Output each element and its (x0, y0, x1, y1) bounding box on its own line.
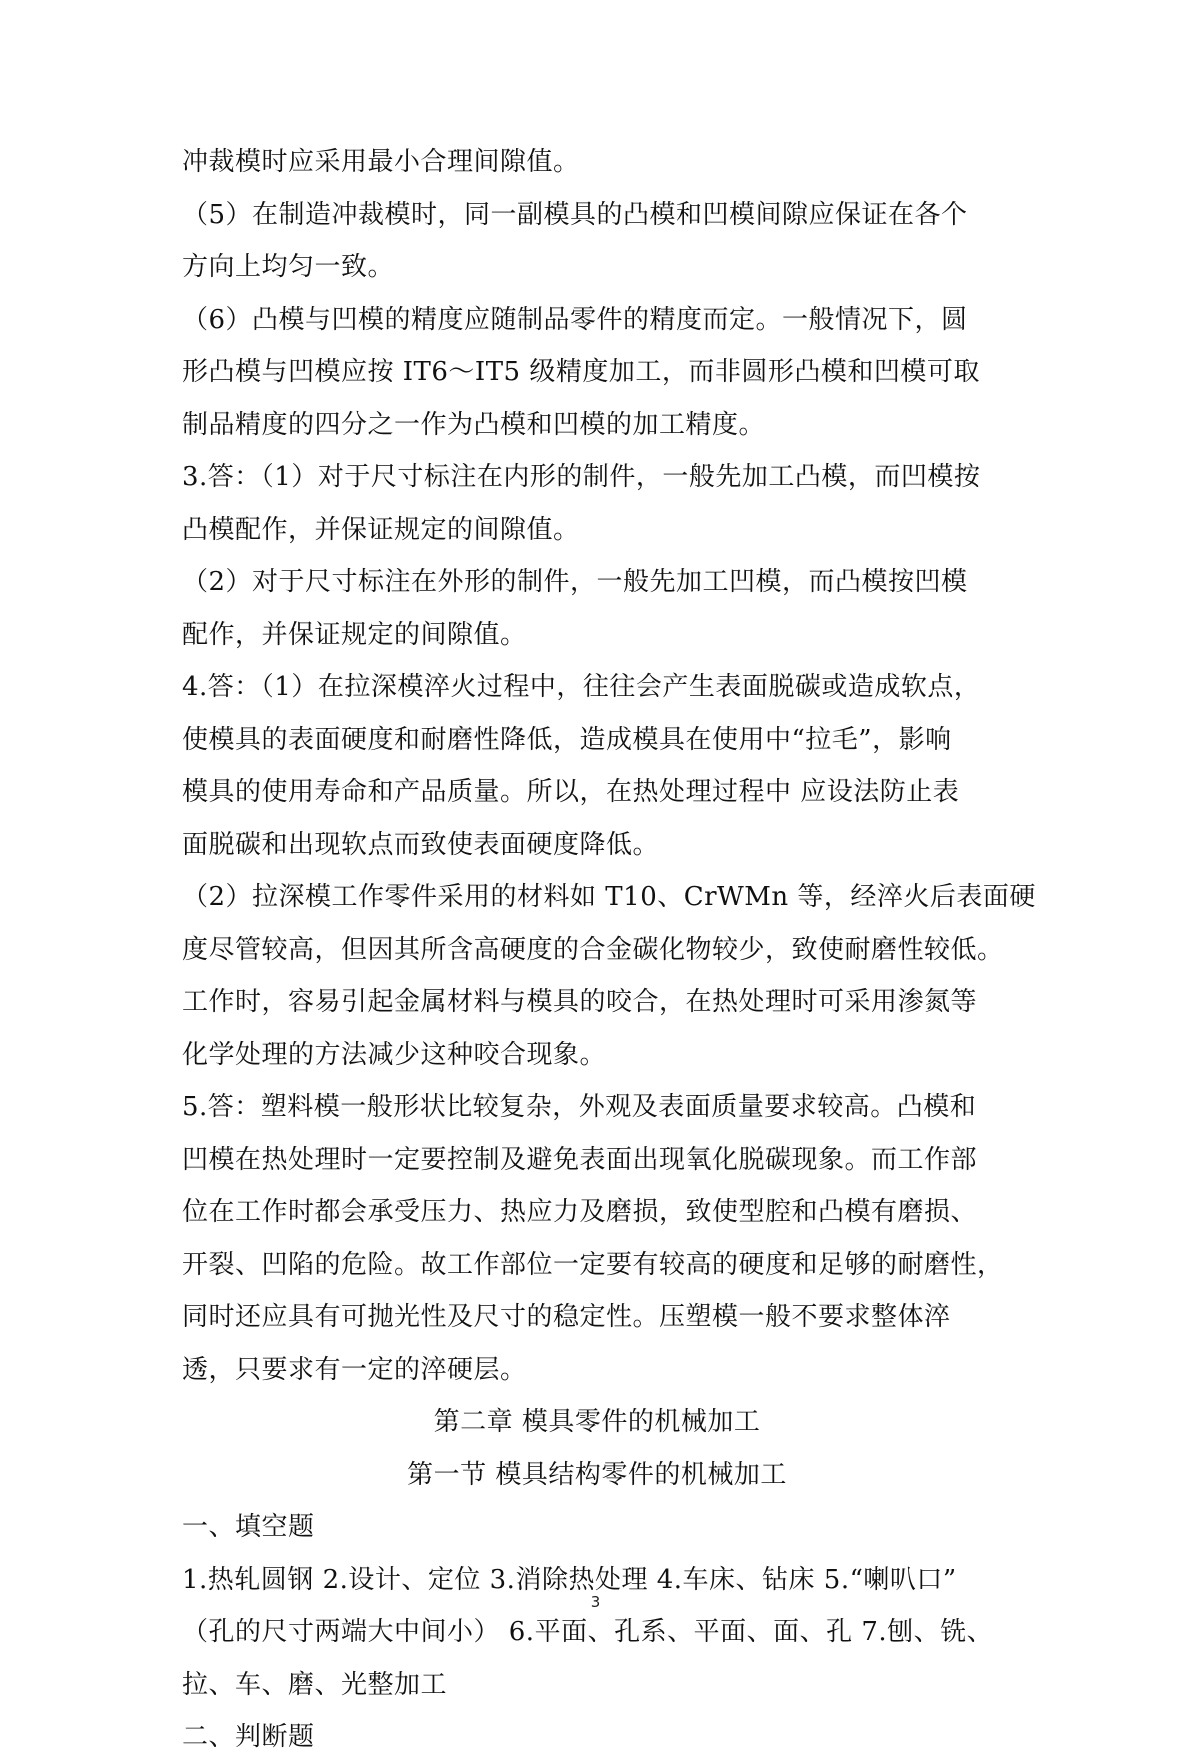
answer-line: （孔的尺寸两端大中间小） 6.平面、孔系、平面、面、孔 7.刨、铣、 (182, 1617, 994, 1647)
text-line: （5）在制造冲裁模时，同一副模具的凸模和凹模间隙应保证在各个 (182, 199, 968, 230)
section-heading-true-false: 二、判断题 (182, 1722, 315, 1752)
text-line: 使模具的表面硬度和耐磨性降低，造成模具在使用中“拉毛”，影响 (182, 724, 952, 755)
section-heading-fill-in: 一、填空题 (182, 1512, 315, 1542)
text-line: 化学处理的方法减少这种咬合现象。 (182, 1039, 607, 1070)
text-line: 冲裁模时应采用最小合理间隙值。 (182, 147, 580, 177)
text-line: （2）拉深模工作零件采用的材料如 T10、CrWMn 等，经淬火后表面硬 (182, 882, 1036, 912)
answer-line: 1.热轧圆钢 2.设计、定位 3.消除热处理 4.车床、钻床 5.“喇叭口” (182, 1564, 957, 1595)
text-line: 度尽管较高，但因其所含高硬度的合金碳化物较少，致使耐磨性较低。 (182, 934, 1004, 965)
text-line: （6）凸模与凹模的精度应随制品零件的精度而定。一般情况下，圆 (182, 304, 968, 335)
text-line: 透，只要求有一定的淬硬层。 (182, 1354, 527, 1385)
text-line: 形凸模与凹模应按 IT6～IT5 级精度加工，而非圆形凸模和凹模可取 (182, 357, 980, 387)
page-number: 3 (590, 1593, 601, 1611)
text-line: 位在工作时都会承受压力、热应力及磨损，致使型腔和凸模有磨损、 (182, 1197, 978, 1227)
text-line: 3.答：（1）对于尺寸标注在内形的制件，一般先加工凸模，而凹模按 (182, 462, 981, 492)
text-line: 配作，并保证规定的间隙值。 (182, 619, 527, 650)
text-line: 同时还应具有可抛光性及尺寸的稳定性。压塑模一般不要求整体淬 (182, 1302, 951, 1332)
text-line: 工作时，容易引起金属材料与模具的咬合，在热处理时可采用渗氮等 (182, 987, 978, 1017)
answer-line: 拉、车、磨、光整加工 (182, 1669, 448, 1700)
text-line: 开裂、凹陷的危险。故工作部位一定要有较高的硬度和足够的耐磨性， (182, 1249, 1004, 1280)
text-line: 面脱碳和出现软点而致使表面硬度降低。 (182, 829, 660, 860)
text-line: 4.答：（1）在拉深模淬火过程中，往往会产生表面脱碳或造成软点， (182, 672, 981, 702)
text-line: （2）对于尺寸标注在外形的制件，一般先加工凹模，而凸模按凹模 (182, 567, 968, 597)
page-body (182, 136, 1036, 1764)
text-line: 方向上均匀一致。 (182, 252, 395, 282)
section-title: 第一节 模具结构零件的机械加工 (407, 1459, 787, 1490)
chapter-title: 第二章 模具零件的机械加工 (433, 1407, 761, 1437)
text-line: 5.答：塑料模一般形状比较复杂，外观及表面质量要求较高。凸模和 (182, 1092, 977, 1122)
text-line: 模具的使用寿命和产品质量。所以，在热处理过程中 应设法防止表 (182, 777, 960, 807)
text-line: 凹模在热处理时一定要控制及避免表面出现氧化脱碳现象。而工作部 (182, 1144, 978, 1175)
text-line: 制品精度的四分之一作为凸模和凹模的加工精度。 (182, 409, 766, 440)
text-line: 凸模配作，并保证规定的间隙值。 (182, 514, 580, 545)
